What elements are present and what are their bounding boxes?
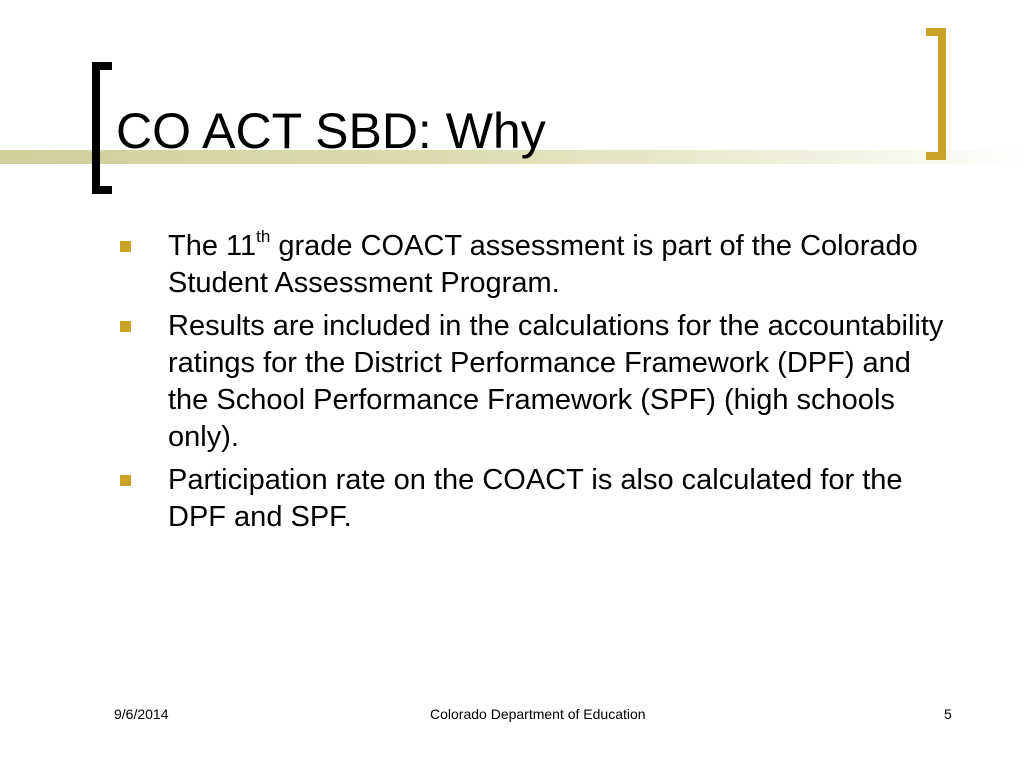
square-bullet-icon: [120, 241, 131, 252]
bullet-list: [118, 228, 948, 542]
bullet-superscript: th: [256, 227, 271, 247]
footer-date: 9/6/2014: [114, 706, 169, 722]
footer-organization: Colorado Department of Education: [430, 706, 646, 722]
bullet-text: Participation rate on the COACT is also calculated for the DPF and SPF.: [168, 464, 903, 533]
square-bullet-icon: [120, 321, 131, 332]
slide-title: CO ACT SBD: Why: [116, 103, 546, 159]
bullet-text-part: grade COACT assessment is part of the Colorado Student Assessment Program.: [168, 230, 918, 299]
left-bracket-icon: [92, 62, 112, 194]
bullet-item: [118, 308, 948, 456]
bullet-item: [118, 462, 948, 536]
footer-page-number: 5: [944, 706, 952, 722]
bullet-text: Results are included in the calculations for the accountability ratings for the District Performance Framework (DPF) and the School Performance Framework (SPF) (high schools only).: [168, 310, 944, 453]
square-bullet-icon: [120, 475, 131, 486]
bullet-text: [168, 227, 918, 299]
bullet-text-part: The 11: [168, 230, 257, 262]
bullet-item: [118, 228, 948, 302]
right-bracket-icon: [926, 28, 946, 160]
